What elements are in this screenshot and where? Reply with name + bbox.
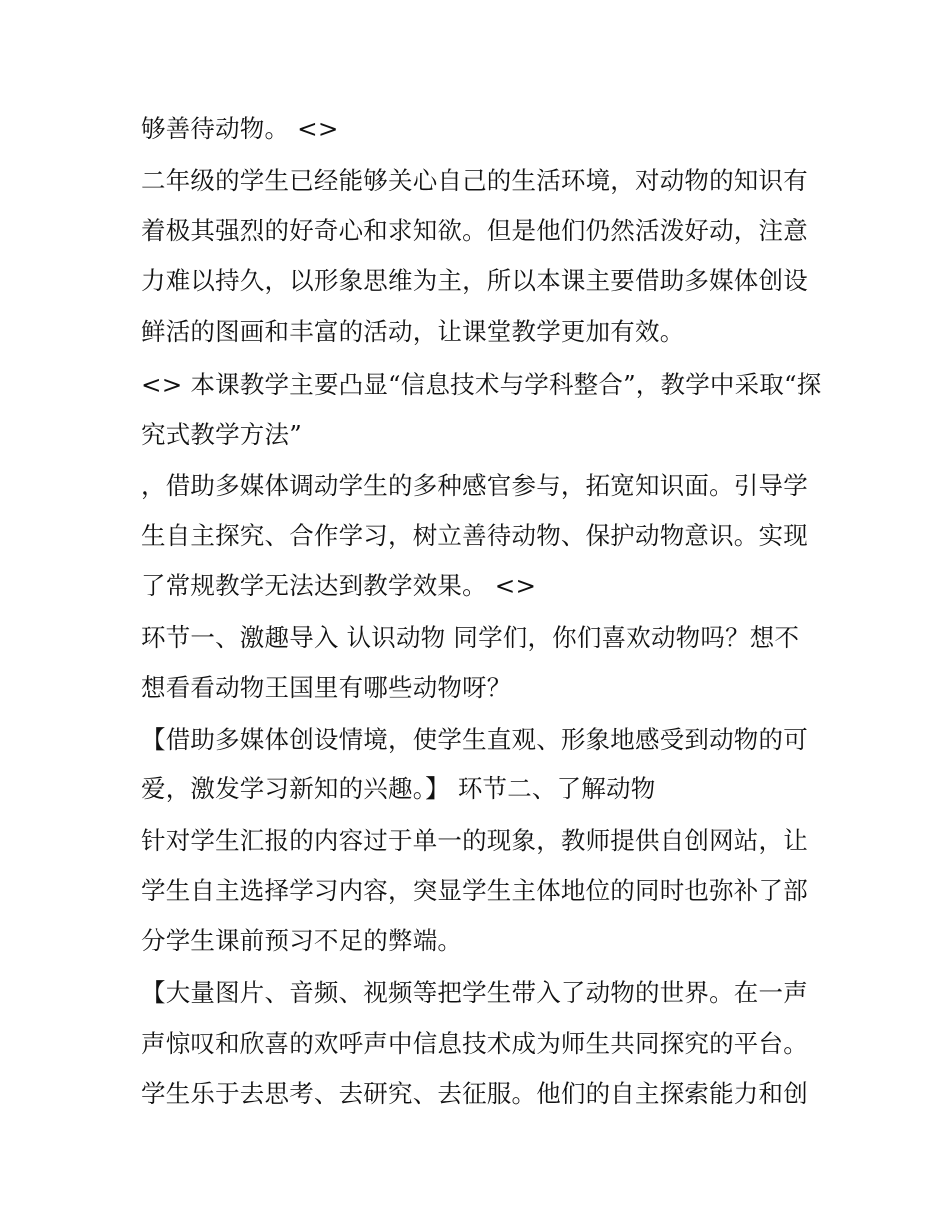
text-line: 鲜活的图画和丰富的活动，让课堂教学更加有效。	[141, 317, 685, 346]
text-line: 着极其强烈的好奇心和求知欲。但是他们仍然活泼好动，注意	[141, 216, 808, 245]
text-line: 爱，激发学习新知的兴趣。】 环节二、了解动物	[141, 774, 656, 803]
text-line: 声惊叹和欣喜的欢呼声中信息技术成为师生共同探究的平台。	[141, 1029, 808, 1058]
text-line: 够善待动物。 <>	[141, 114, 339, 143]
text-line: <> 本课教学主要凸显“信息技术与学科整合”，教学中采取“探	[141, 370, 822, 399]
text-line: 【大量图片、音频、视频等把学生带入了动物的世界。在一声	[141, 978, 808, 1007]
text-line: 究式教学方法”	[141, 420, 302, 449]
text-line: 想看看动物王国里有哪些动物呀？	[141, 673, 512, 702]
text-line: 学生乐于去思考、去研究、去征服。他们的自主探索能力和创	[141, 1079, 808, 1108]
text-line: 二年级的学生已经能够关心自己的生活环境，对动物的知识有	[141, 166, 808, 195]
text-line: 学生自主选择学习内容，突显学生主体地位的同时也弥补了部	[141, 876, 808, 905]
text-line: 【借助多媒体创设情境，使学生直观、形象地感受到动物的可	[141, 725, 808, 754]
text-line: 生自主探究、合作学习，树立善待动物、保护动物意识。实现	[141, 521, 808, 550]
text-line: 分学生课前预习不足的弊端。	[141, 926, 463, 955]
text-line: ，借助多媒体调动学生的多种感官参与，拓宽知识面。引导学	[141, 471, 808, 500]
text-line: 了常规教学无法达到教学效果。 <>	[141, 571, 537, 600]
text-line: 针对学生汇报的内容过于单一的现象，教师提供自创网站，让	[141, 826, 808, 855]
text-line: 环节一、激趣导入 认识动物 同学们，你们喜欢动物吗？想不	[141, 623, 800, 652]
text-line: 力难以持久，以形象思维为主，所以本课主要借助多媒体创设	[141, 266, 808, 295]
